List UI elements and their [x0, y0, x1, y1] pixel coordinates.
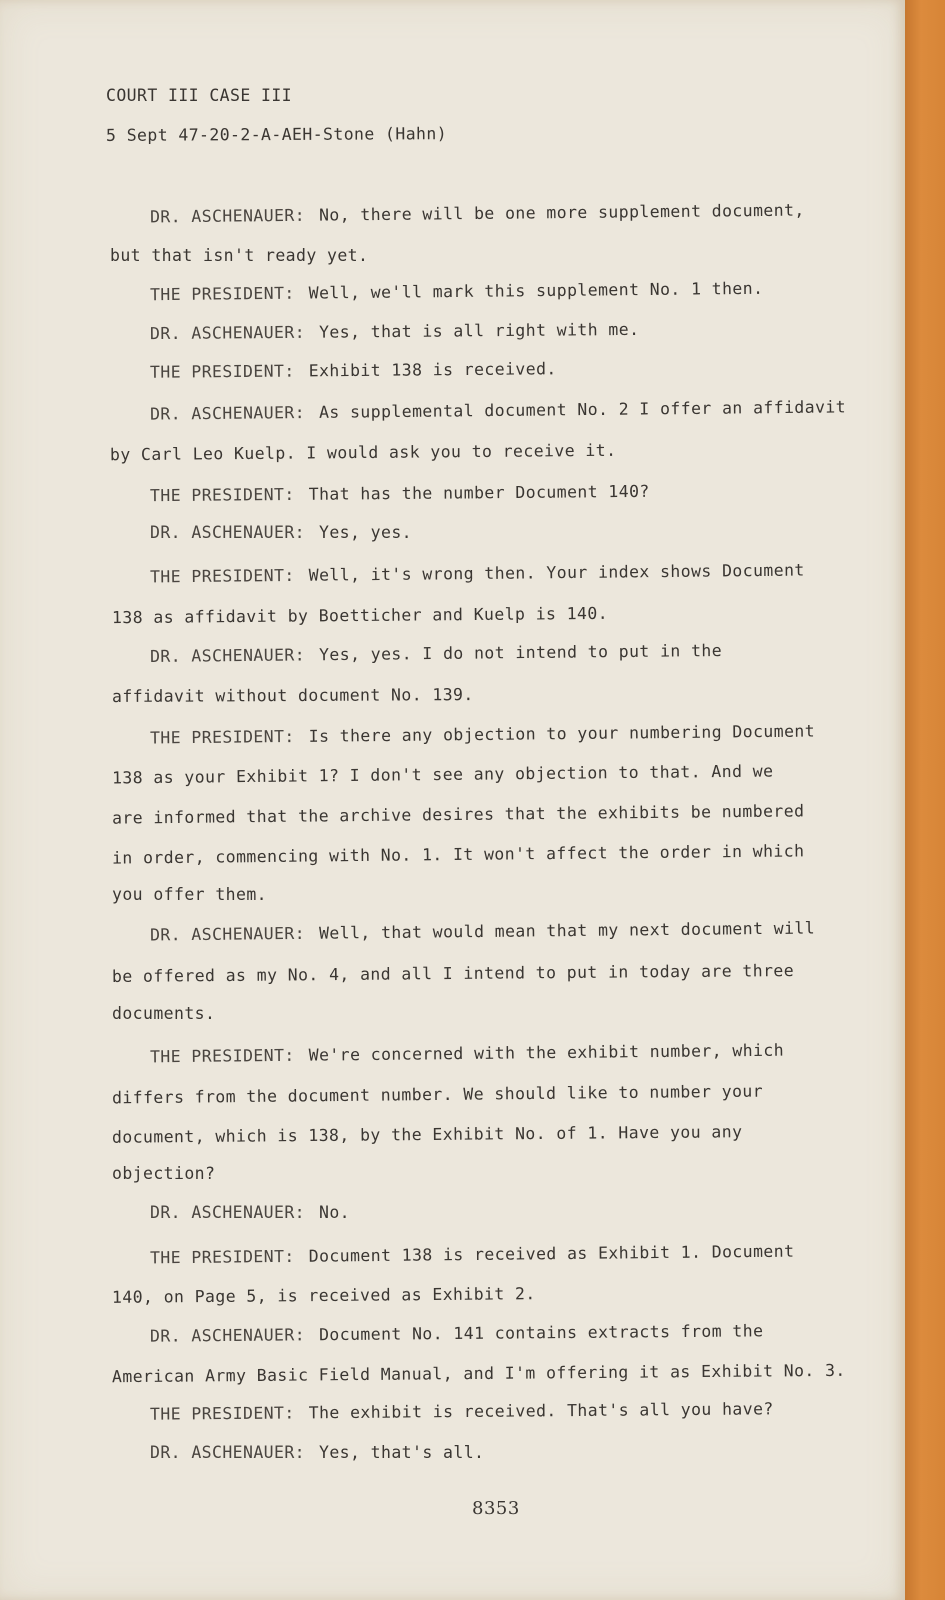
speech-text: Is there any objection to your numbering Document [308, 721, 816, 746]
transcript-line: objection? [112, 1164, 216, 1183]
speaker-label: THE PRESIDENT: [149, 1045, 295, 1067]
transcript-line [150, 397, 846, 423]
transcript-line [150, 279, 764, 304]
court-heading: COURT III CASE III [106, 86, 293, 105]
transcript-line [150, 320, 640, 343]
transcript-line [150, 1203, 350, 1222]
speaker-label: THE PRESIDENT: [149, 361, 295, 382]
transcript-line [150, 641, 722, 666]
transcript-line [150, 561, 805, 587]
transcript-line [150, 359, 557, 382]
page-number: 8353 [472, 1498, 520, 1519]
speech-text: Well, that would mean that my next document will [318, 918, 816, 943]
speech-text: That has the number Document 140? [308, 481, 650, 504]
speaker-label: DR. ASCHENAUER: [149, 322, 306, 344]
speech-text: Well, it's wrong then. Your index shows Document [308, 560, 805, 585]
transcript-line: affidavit without document No. 139. [111, 685, 474, 706]
speaker-label: THE PRESIDENT: [149, 283, 295, 305]
speaker-label: DR. ASCHENAUER: [149, 645, 306, 666]
transcript-line [150, 1041, 784, 1067]
speaker-label: DR. ASCHENAUER: [150, 523, 306, 542]
transcript-line: but that isn't ready yet. [110, 246, 369, 265]
speech-text: Exhibit 138 is received. [308, 359, 557, 381]
speaker-label: DR. ASCHENAUER: [149, 205, 306, 227]
transcript-line: document, which is 138, by the Exhibit No. of 1. Have you any [111, 1122, 743, 1147]
speech-text: Yes, yes. I do not intend to put in the [318, 641, 723, 665]
speaker-label: THE PRESIDENT: [149, 726, 295, 748]
speech-text: Yes, yes. [319, 523, 413, 542]
speaker-label: DR. ASCHENAUER: [149, 403, 306, 424]
transcript-line: 138 as affidavit by Boetticher and Kuelp is 140. [111, 603, 609, 628]
transcript-line: 140, on Page 5, is received as Exhibit 2. [111, 1284, 536, 1307]
speech-text: Yes, that's all. [319, 1443, 485, 1462]
transcript-line [150, 201, 805, 227]
transcript-line: you offer them. [112, 885, 268, 904]
speech-text: We're concerned with the exhibit number, which [308, 1040, 785, 1065]
speaker-label: THE PRESIDENT: [149, 565, 295, 587]
speech-text: Well, we'll mark this supplement No. 1 then. [308, 278, 764, 303]
speaker-label: THE PRESIDENT: [149, 484, 295, 506]
speech-text: No. [319, 1203, 351, 1222]
transcript-line [150, 523, 412, 542]
transcript-line: are informed that the archive desires that the exhibits be numbered [111, 801, 805, 828]
speech-text: Document No. 141 contains extracts from the [318, 1321, 764, 1345]
transcript-line: in order, commencing with No. 1. It won't affect the order in which [111, 841, 805, 868]
transcript-line: documents. [112, 1004, 216, 1023]
speaker-label: DR. ASCHENAUER: [149, 923, 306, 945]
speech-text: As supplemental document No. 2 I offer an affidavit [318, 397, 847, 422]
speech-text: No, there will be one more supplement document, [318, 200, 805, 225]
transcript-line: differs from the document number. We should like to number your [111, 1081, 764, 1108]
transcript-line [150, 1242, 795, 1268]
speech-text: Yes, that is all right with me. [318, 319, 640, 342]
transcript-line [150, 1443, 484, 1462]
transcript-line [150, 919, 815, 945]
speech-text: The exhibit is received. That's all you have? [308, 1399, 774, 1423]
speaker-label: DR. ASCHENAUER: [149, 1325, 306, 1346]
transcript-line [150, 1321, 764, 1345]
folder-edge [905, 0, 945, 1600]
speaker-label: DR. ASCHENAUER: [150, 1443, 306, 1462]
session-reference: 5 Sept 47-20-2-A-AEH-Stone (Hahn) [105, 124, 448, 145]
transcript-line: American Army Basic Field Manual, and I'm offering it as Exhibit No. 3. [111, 1360, 846, 1387]
speaker-label: THE PRESIDENT: [149, 1403, 295, 1424]
transcript-line: 138 as your Exhibit 1? I don't see any objection to that. And we [111, 761, 774, 788]
transcript-line [150, 482, 650, 505]
speaker-label: THE PRESIDENT: [149, 1246, 295, 1268]
transcript-line [150, 1399, 774, 1423]
transcript-line [150, 722, 815, 748]
speaker-label: DR. ASCHENAUER: [150, 1203, 306, 1222]
transcript-line: by Carl Leo Kuelp. I would ask you to receive it. [109, 440, 617, 465]
transcript-line: be offered as my No. 4, and all I intend to put in today are three [111, 961, 795, 986]
speech-text: Document 138 is received as Exhibit 1. Document [308, 1241, 795, 1266]
